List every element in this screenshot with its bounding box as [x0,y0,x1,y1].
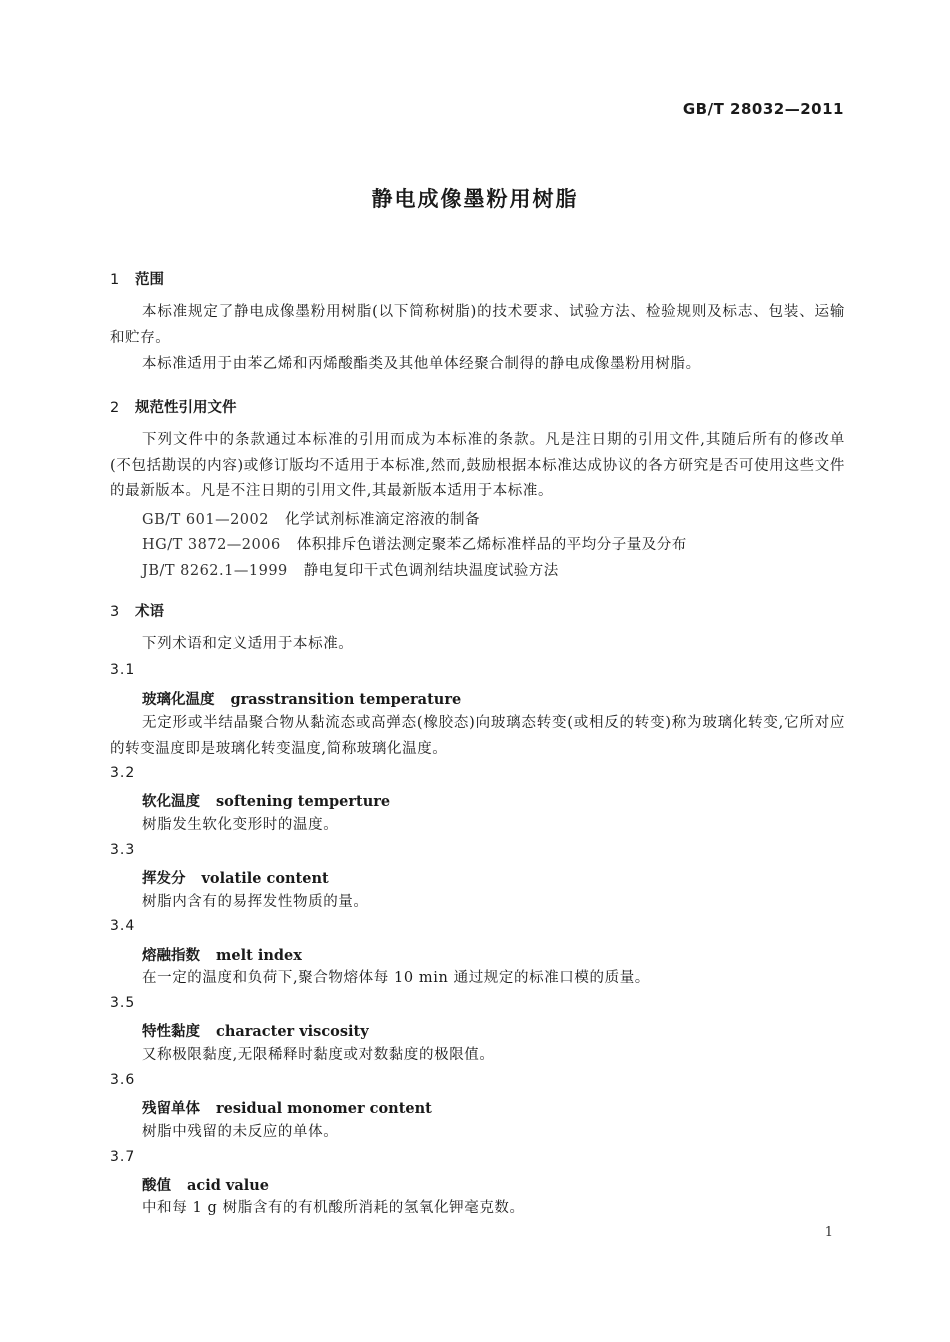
section-number: 2 [110,400,120,416]
term-definition: 无定形或半结晶聚合物从黏流态或高弹态(橡胶态)向玻璃态转变(或相反的转变)称为玻璃化转变,它所对应的转变温度即是玻璃化转变温度,简称玻璃化温度。 [110,715,845,757]
section-title: 术语 [135,604,164,620]
term-zh: 熔融指数 [142,948,200,964]
paragraph: 本标准适用于由苯乙烯和丙烯酸酯类及其他单体经聚合制得的静电成像墨粉用树脂。 [142,356,701,372]
term-definition: 在一定的温度和负荷下,聚合物熔体每 10 min 通过规定的标准口模的质量。 [142,970,650,986]
term-en: melt index [216,947,302,964]
paragraph: 下列术语和定义适用于本标准。 [142,636,354,652]
term-definition: 树脂中残留的未反应的单体。 [142,1124,339,1140]
reference-item [142,533,687,554]
term-zh: 玻璃化温度 [142,692,215,708]
page-number: 1 [824,1225,833,1240]
term-heading [142,944,302,965]
term-zh: 特性黏度 [142,1024,200,1040]
reference-title: 静电复印干式色调剂结块温度试验方法 [303,563,559,579]
section-2-heading [110,396,237,417]
reference-item [142,508,480,529]
term-en: character viscosity [216,1023,369,1040]
term-number: 3.5 [110,995,136,1011]
reference-code: GB/T 601—2002 [142,512,269,528]
term-en: grasstransition temperature [230,691,462,708]
reference-title: 体积排斥色谱法测定聚苯乙烯标准样品的平均分子量及分布 [296,537,687,553]
section-title: 范围 [135,272,164,288]
term-zh: 残留单体 [142,1101,200,1117]
reference-code: HG/T 3872—2006 [142,537,281,553]
term-heading [142,790,390,811]
section-1-heading [110,268,164,289]
term-heading [142,688,461,709]
term-heading [142,867,329,888]
term-zh: 酸值 [142,1178,171,1194]
standard-number: GB/T 28032—2011 [682,100,844,118]
term-heading [142,1174,269,1195]
section-title: 规范性引用文件 [135,400,237,416]
section-number: 1 [110,272,120,288]
reference-title: 化学试剂标准滴定溶液的制备 [284,512,480,528]
term-en: acid value [187,1177,270,1194]
reference-code: JB/T 8262.1—1999 [142,563,288,579]
term-heading [142,1020,369,1041]
term-number: 3.1 [110,662,136,678]
term-definition: 树脂发生软化变形时的温度。 [142,817,339,833]
term-en: residual monomer content [216,1100,432,1117]
term-en: volatile content [201,870,329,887]
term-definition: 中和每 1 g 树脂含有的有机酸所消耗的氢氧化钾毫克数。 [142,1200,525,1216]
document-title: 静电成像墨粉用树脂 [371,187,579,211]
paragraph: 本标准规定了静电成像墨粉用树脂(以下简称树脂)的技术要求、试验方法、检验规则及标志、包装、运输和贮存。 [110,304,845,346]
section-3-heading [110,600,164,621]
term-number: 3.3 [110,842,136,858]
term-number: 3.6 [110,1072,136,1088]
term-number: 3.4 [110,918,136,934]
reference-item [142,559,559,580]
term-definition: 树脂内含有的易挥发性物质的量。 [142,894,369,910]
section-number: 3 [110,604,120,620]
term-heading [142,1097,432,1118]
term-zh: 软化温度 [142,794,200,810]
term-zh: 挥发分 [142,871,186,887]
term-en: softening temperture [216,793,391,810]
term-definition: 又称极限黏度,无限稀释时黏度或对数黏度的极限值。 [142,1047,495,1063]
term-number: 3.7 [110,1149,136,1165]
term-number: 3.2 [110,765,136,781]
paragraph: 下列文件中的条款通过本标准的引用而成为本标准的条款。凡是注日期的引用文件,其随后所有的修改单(不包括勘误的内容)或修订版均不适用于本标准,然而,鼓励根据本标准达成协议的各方研究是否可使用这些文件的最新版本。凡是不注日期的引用文件,其最新版本适用于本标准。 [110,432,845,499]
